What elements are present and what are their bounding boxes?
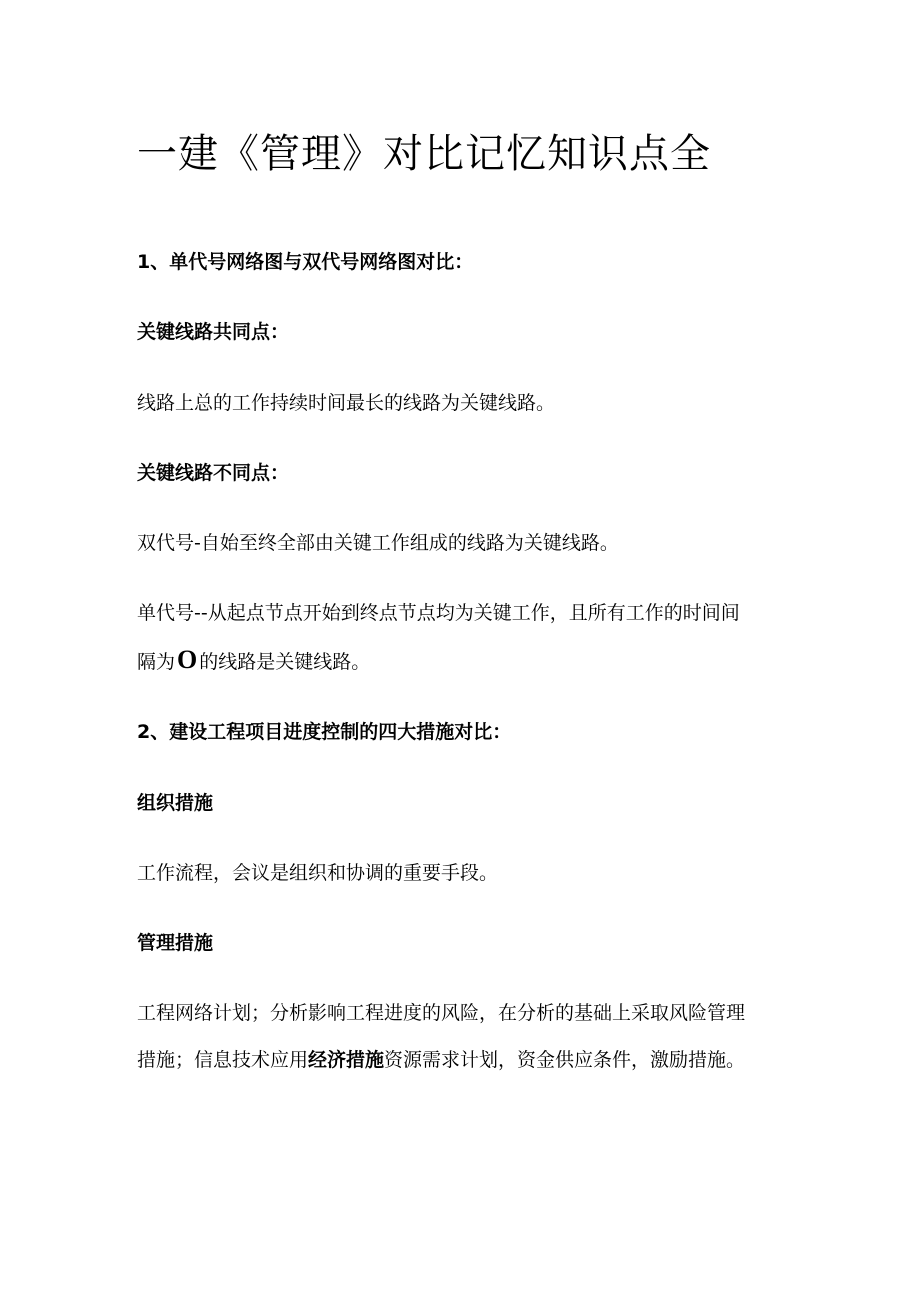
mgmt-line2-post: 资源需求计划，资金供应条件，激励措施。 — [384, 1049, 746, 1071]
single-code-line2-pre: 隔为 — [137, 651, 176, 673]
org-measures-text: 工作流程，会议是组织和协调的重要手段。 — [137, 862, 499, 884]
single-code-line2-post: 的线路是关键线路。 — [199, 651, 371, 673]
economic-measures-label: 经济措施 — [308, 1049, 385, 1071]
common-points-text: 线路上总的工作持续时间最长的线路为关键线路。 — [137, 392, 556, 414]
common-points-label: 关键线路共同点： — [137, 321, 290, 343]
mgmt-measures-label: 管理措施 — [137, 932, 214, 954]
mgmt-line2-pre: 措施；信息技术应用 — [137, 1049, 309, 1071]
section1-heading: 1、单代号网络图与双代号网络图对比： — [137, 251, 474, 273]
single-code-zero: O — [177, 645, 198, 674]
mgmt-measures-line2 — [137, 1045, 797, 1075]
section2-heading: 2、建设工程项目进度控制的四大措施对比： — [137, 721, 512, 743]
difference-single-code-line2 — [137, 645, 797, 677]
page-title: 一建《管理》对比记忆知识点全 — [137, 131, 711, 177]
difference-label: 关键线路不同点： — [137, 462, 290, 484]
org-measures-label: 组织措施 — [137, 792, 214, 814]
difference-single-code-line1: 单代号--从起点节点开始到终点节点均为关键工作，且所有工作的时间间 — [137, 602, 740, 624]
mgmt-measures-line1: 工程网络计划；分析影响工程进度的风险，在分析的基础上采取风险管理 — [137, 1002, 746, 1024]
difference-double-code-text: 双代号-自始至终全部由关键工作组成的线路为关键线路。 — [137, 532, 619, 554]
